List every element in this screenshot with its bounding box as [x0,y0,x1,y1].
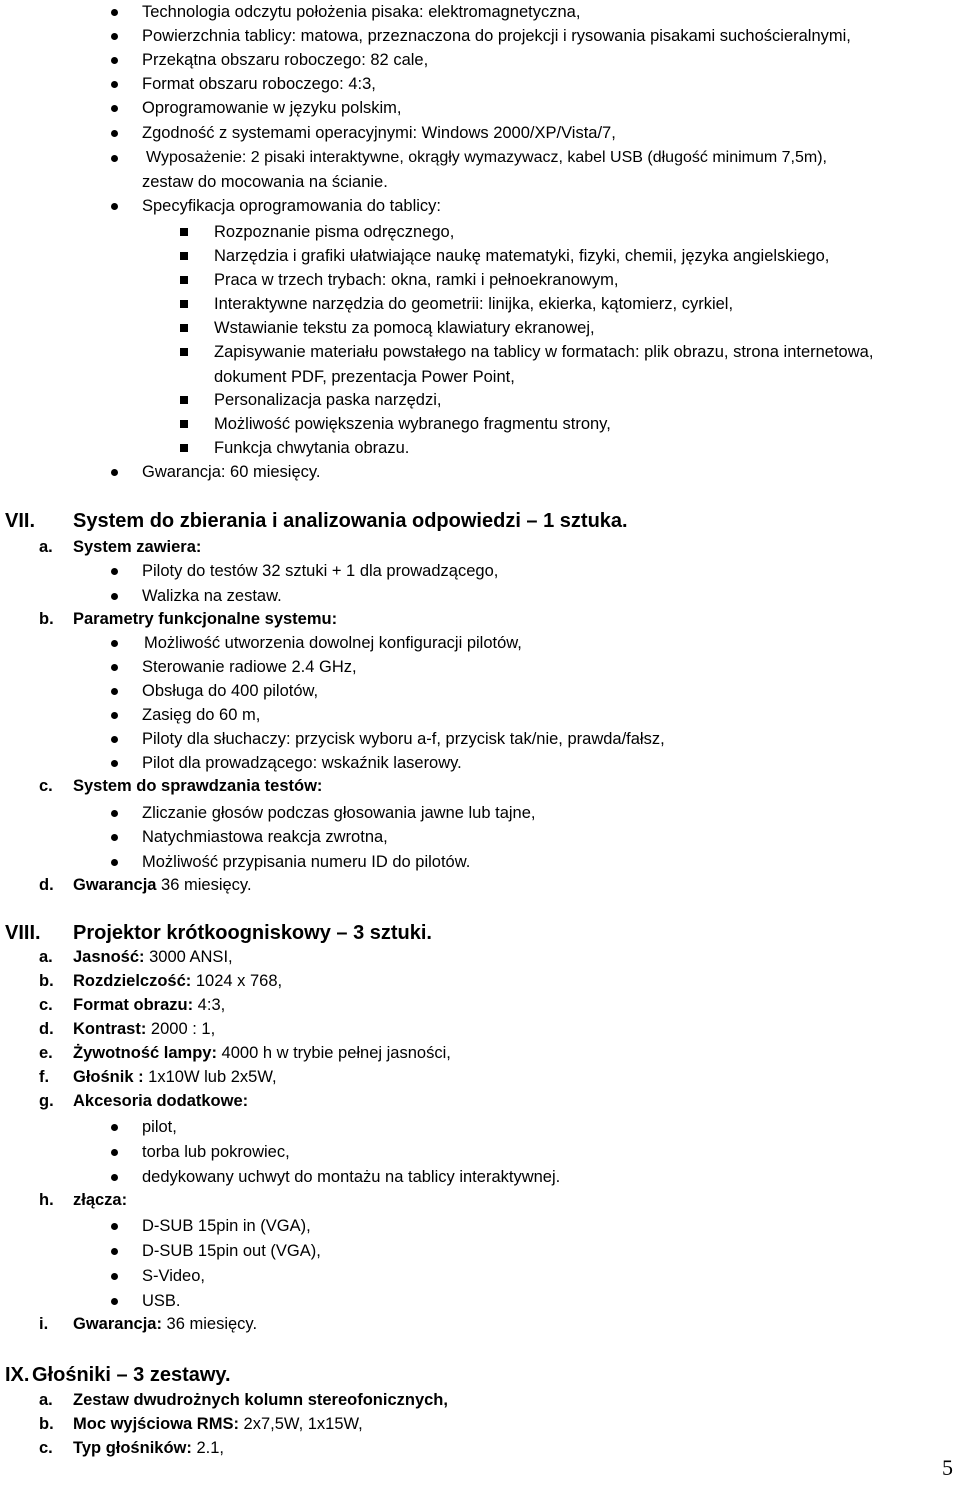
item-title: Akcesoria dodatkowe: [73,1092,249,1110]
spec-line [73,1066,277,1088]
bullet [111,640,118,647]
item-letter: d. [39,1020,54,1038]
list-item: D-SUB 15pin in (VGA), [142,1217,311,1235]
list-item-continuation: zestaw do mocowania na ścianie. [142,173,388,191]
spec-line [73,1437,224,1459]
bullet [111,568,118,575]
list-item: Zasięg do 60 m, [142,706,261,724]
item-letter: b. [39,610,54,628]
section-number: IX. [5,1364,30,1386]
sub-list-item: Interaktywne narzędzia do geometrii: linijka, ekierka, kątomierz, cyrkiel, [214,295,734,313]
section-title: System do zbierania i analizowania odpowiedzi – 1 sztuka. [73,510,628,532]
spec-label: Moc wyjściowa RMS: [73,1415,239,1433]
spec-value: 2.1, [191,1439,224,1457]
spec-value: 4:3, [193,996,226,1014]
list-item: Zgodność z systemami operacyjnymi: Windows 2000/XP/Vista/7, [142,124,616,142]
bullet [111,1124,118,1131]
sub-list-item: Praca w trzech trybach: okna, ramki i pełnoekranowym, [214,271,619,289]
bullet [111,57,118,64]
bullet [111,203,118,210]
item-letter: b. [39,1415,54,1433]
list-item: Technologia odczytu położenia pisaka: elektromagnetyczna, [142,3,581,21]
item-title: System do sprawdzania testów: [73,777,323,795]
bullet [111,593,118,600]
list-item: Gwarancja: 60 miesięcy. [142,463,321,481]
spec-line [73,1313,257,1335]
list-item: Oprogramowanie w języku polskim, [142,99,402,117]
bullet [111,760,118,767]
sub-list-item: Personalizacja paska narzędzi, [214,391,442,409]
spec-value: 36 miesięcy. [161,1315,258,1333]
spec-label: Gwarancja [73,876,157,894]
item-letter: i. [39,1315,49,1333]
spec-label: Format obrazu: [73,996,194,1014]
list-item: Format obszaru roboczego: 4:3, [142,75,376,93]
bullet [111,1248,118,1255]
spec-value: 4000 h w trybie pełnej jasności, [216,1044,451,1062]
bullet [111,736,118,743]
square-bullet [180,276,188,284]
list-item: Przekątna obszaru roboczego: 82 cale, [142,51,429,69]
bullet [111,130,118,137]
list-item: USB. [142,1292,181,1310]
section-number: VIII. [5,922,41,944]
bullet [111,1149,118,1156]
bullet [111,81,118,88]
spec-value: 36 miesięcy. [156,876,252,894]
sub-list-item: Rozpoznanie pisma odręcznego, [214,223,455,241]
item-letter: c. [39,1439,53,1457]
list-item: pilot, [142,1118,177,1136]
square-bullet [180,324,188,332]
list-item: Wyposażenie: 2 pisaki interaktywne, okrągły wymazywacz, kabel USB (długość minimum 7,5m), [146,149,827,166]
item-title: System zawiera: [73,538,202,556]
list-item: Walizka na zestaw. [142,587,282,605]
spec-value: 1x10W lub 2x5W, [143,1068,277,1086]
spec-value: 2000 : 1, [146,1020,216,1038]
square-bullet [180,252,188,260]
spec-line [73,1413,363,1435]
list-item: Obsługa do 400 pilotów, [142,682,319,700]
spec-label: Rozdzielczość: [73,972,192,990]
item-letter: h. [39,1191,54,1209]
item-letter: a. [39,1391,53,1409]
bullet [111,1223,118,1230]
item-letter: a. [39,538,53,556]
section-title: Głośniki – 3 zestawy. [32,1364,231,1386]
square-bullet [180,396,188,404]
bullet [111,810,118,817]
list-item: Piloty do testów 32 sztuki + 1 dla prowadzącego, [142,562,499,580]
spec-line [73,994,225,1016]
spec-label: Głośnik : [73,1068,144,1086]
list-item: dedykowany uchwyt do montażu na tablicy interaktywnej. [142,1168,561,1186]
list-item: S-Video, [142,1267,205,1285]
list-item: Możliwość utworzenia dowolnej konfiguracji pilotów, [144,634,522,652]
spec-value: 3000 ANSI, [144,948,233,966]
spec-label: Jasność: [73,948,145,966]
spec-label: Gwarancja: [73,1315,162,1333]
list-item: D-SUB 15pin out (VGA), [142,1242,321,1260]
sub-list-item: Możliwość powiększenia wybranego fragmentu strony, [214,415,611,433]
spec-value: 2x7,5W, 1x15W, [238,1415,363,1433]
section-number: VII. [5,510,36,532]
spec-line [73,970,282,992]
list-item: Natychmiastowa reakcja zwrotna, [142,828,388,846]
item-letter: a. [39,948,53,966]
item-letter: b. [39,972,54,990]
bullet [111,688,118,695]
bullet [111,105,118,112]
bullet [111,1273,118,1280]
square-bullet [180,420,188,428]
item-letter: c. [39,777,53,795]
list-item: Sterowanie radiowe 2.4 GHz, [142,658,357,676]
bullet [111,1298,118,1305]
square-bullet [180,228,188,236]
sub-list-item: Funkcja chwytania obrazu. [214,439,410,457]
spec-line [73,1018,215,1040]
list-item: Powierzchnia tablicy: matowa, przeznaczona do projekcji i rysowania pisakami suchościeralnymi, [142,27,851,45]
bullet [111,469,118,476]
bullet [111,155,118,162]
list-item: Piloty dla słuchaczy: przycisk wyboru a-f, przycisk tak/nie, prawda/fałsz, [142,730,665,748]
item-letter: d. [39,876,54,894]
item-title: złącza: [73,1191,128,1209]
spec-line [73,1042,451,1064]
sub-list-item-continuation: dokument PDF, prezentacja Power Point, [214,368,515,386]
list-item: Specyfikacja oprogramowania do tablicy: [142,197,441,215]
spec-value: 1024 x 768, [191,972,283,990]
item-title: Parametry funkcjonalne systemu: [73,610,338,628]
bullet [111,1174,118,1181]
spec-line [73,874,252,896]
spec-line [73,1389,448,1411]
list-item: Pilot dla prowadzącego: wskaźnik laserowy. [142,754,462,772]
section-title: Projektor krótkoogniskowy – 3 sztuki. [73,922,432,944]
item-letter: c. [39,996,53,1014]
spec-line [73,946,233,968]
square-bullet [180,300,188,308]
page-number: 5 [942,1455,953,1480]
square-bullet [180,444,188,452]
bullet [111,9,118,16]
item-letter: g. [39,1092,54,1110]
list-item: torba lub pokrowiec, [142,1143,290,1161]
spec-label: Żywotność lampy: [73,1044,217,1062]
item-letter: f. [39,1068,50,1086]
bullet [111,712,118,719]
sub-list-item: Zapisywanie materiału powstałego na tablicy w formatach: plik obrazu, strona internetowa, [214,343,874,361]
spec-label: Typ głośników: [73,1439,192,1457]
bullet [111,33,118,40]
spec-label: Kontrast: [73,1020,147,1038]
list-item: Zliczanie głosów podczas głosowania jawne lub tajne, [142,804,536,822]
spec-label: Zestaw dwudrożnych kolumn stereofonicznych, [73,1391,448,1409]
sub-list-item: Narzędzia i grafiki ułatwiające naukę matematyki, fizyki, chemii, języka angielskiego, [214,247,830,265]
bullet [111,859,118,866]
bullet [111,664,118,671]
bullet [111,834,118,841]
sub-list-item: Wstawianie tekstu za pomocą klawiatury ekranowej, [214,319,595,337]
square-bullet [180,348,188,356]
list-item: Możliwość przypisania numeru ID do pilotów. [142,853,471,871]
item-letter: e. [39,1044,53,1062]
